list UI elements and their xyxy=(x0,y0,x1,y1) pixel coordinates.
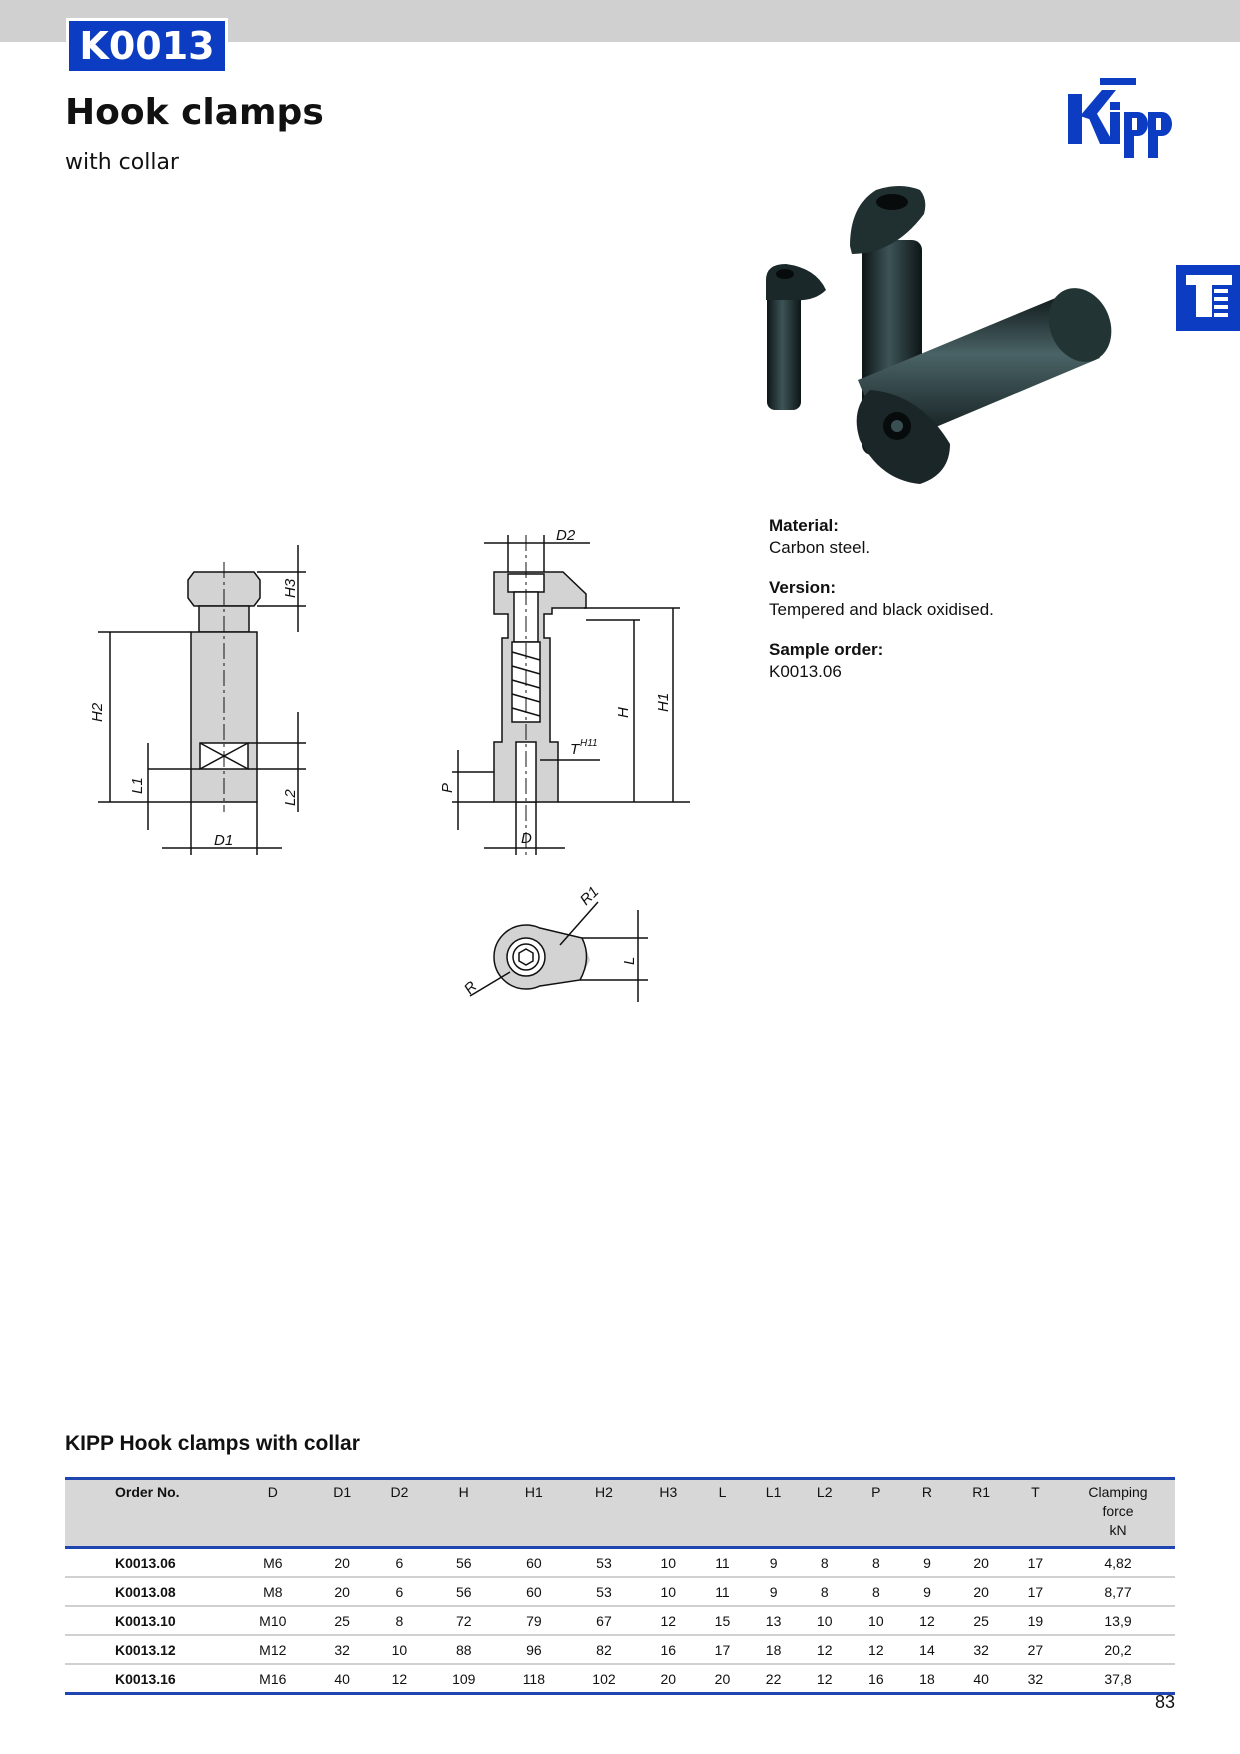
col-header-p: P xyxy=(850,1479,901,1548)
material-label: Material: xyxy=(769,516,839,535)
dim-label-h2: H2 xyxy=(89,702,106,722)
table-cell: 32 xyxy=(314,1635,371,1664)
table-cell: 6 xyxy=(371,1577,428,1606)
table-cell: 79 xyxy=(499,1606,568,1635)
dim-label-h1: H1 xyxy=(655,692,672,712)
table-cell: 18 xyxy=(901,1664,952,1694)
table-cell: 96 xyxy=(499,1635,568,1664)
kipp-logo xyxy=(1066,76,1178,162)
table-row xyxy=(65,1577,1175,1606)
table-cell: 8 xyxy=(850,1577,901,1606)
clamping-force-line-1: Clamping xyxy=(1088,1484,1148,1500)
table-cell: 12 xyxy=(901,1606,952,1635)
col-header-h2: H2 xyxy=(568,1479,639,1548)
table-cell: 14 xyxy=(901,1635,952,1664)
product-code: K0013 xyxy=(69,21,225,71)
table-cell: 9 xyxy=(901,1577,952,1606)
table-cell: 25 xyxy=(953,1606,1010,1635)
col-header-order-no: Order No. xyxy=(65,1479,232,1548)
dim-label-h3: H3 xyxy=(282,578,299,598)
table-row xyxy=(65,1664,1175,1694)
table-cell: 8 xyxy=(799,1577,850,1606)
dim-label-d2: D2 xyxy=(556,527,576,544)
dim-label-t: T xyxy=(570,741,580,758)
table-cell: M16 xyxy=(232,1664,314,1694)
col-header-r: R xyxy=(901,1479,952,1548)
table-cell: 22 xyxy=(748,1664,799,1694)
table-cell: 20 xyxy=(697,1664,748,1694)
table-cell: 32 xyxy=(1010,1664,1061,1694)
col-header-h1: H1 xyxy=(499,1479,568,1548)
dim-label-d: D xyxy=(521,830,532,847)
clamping-force-line-3: kN xyxy=(1109,1522,1127,1538)
table-cell: 118 xyxy=(499,1664,568,1694)
table-cell: 20 xyxy=(953,1548,1010,1578)
table-cell: 53 xyxy=(568,1577,639,1606)
table-cell: 12 xyxy=(799,1664,850,1694)
table-cell: 40 xyxy=(953,1664,1010,1694)
table-cell: 9 xyxy=(901,1548,952,1578)
table-cell: 56 xyxy=(428,1577,499,1606)
table-cell: 56 xyxy=(428,1548,499,1578)
table-cell: 67 xyxy=(568,1606,639,1635)
col-header-l1: L1 xyxy=(748,1479,799,1548)
table-cell: 10 xyxy=(799,1606,850,1635)
col-header-h: H xyxy=(428,1479,499,1548)
dim-label-l1: L1 xyxy=(129,777,146,794)
table-cell: 12 xyxy=(850,1635,901,1664)
col-header-l2: L2 xyxy=(799,1479,850,1548)
sample-order-label: Sample order: xyxy=(769,640,884,659)
material-value: Carbon steel. xyxy=(769,538,871,557)
page-subtitle: with collar xyxy=(65,150,179,175)
category-tab[interactable] xyxy=(1176,265,1240,331)
table-cell: 8 xyxy=(850,1548,901,1578)
table-header-row xyxy=(65,1479,1175,1548)
col-header-d2: D2 xyxy=(371,1479,428,1548)
col-header-d: D xyxy=(232,1479,314,1548)
table-cell: 12 xyxy=(640,1606,697,1635)
table-cell: 72 xyxy=(428,1606,499,1635)
table-row xyxy=(65,1635,1175,1664)
sample-order-value: K0013.06 xyxy=(769,662,842,681)
table-cell: 11 xyxy=(697,1548,748,1578)
col-header-t: T xyxy=(1010,1479,1061,1548)
table-cell: 16 xyxy=(640,1635,697,1664)
table-cell: 8 xyxy=(371,1606,428,1635)
product-info xyxy=(769,516,994,702)
page-title: Hook clamps xyxy=(65,92,324,133)
table-cell: 109 xyxy=(428,1664,499,1694)
table-cell: K0013.16 xyxy=(65,1664,232,1694)
table-cell: 13,9 xyxy=(1061,1606,1175,1635)
product-code-badge xyxy=(66,18,228,74)
version-value: Tempered and black oxidised. xyxy=(769,600,994,619)
table-cell: 6 xyxy=(371,1548,428,1578)
table-cell: 13 xyxy=(748,1606,799,1635)
table-cell: K0013.06 xyxy=(65,1548,232,1578)
table-cell: 25 xyxy=(314,1606,371,1635)
table-cell: 12 xyxy=(371,1664,428,1694)
table-cell: 10 xyxy=(640,1548,697,1578)
col-header-h3: H3 xyxy=(640,1479,697,1548)
table-cell: K0013.08 xyxy=(65,1577,232,1606)
dim-label-h: H xyxy=(615,707,632,718)
table-cell: 32 xyxy=(953,1635,1010,1664)
table-cell: 9 xyxy=(748,1577,799,1606)
col-header-l: L xyxy=(697,1479,748,1548)
dim-label-l: L xyxy=(621,956,638,965)
table-cell: M12 xyxy=(232,1635,314,1664)
table-cell: 82 xyxy=(568,1635,639,1664)
table-cell: 20 xyxy=(953,1577,1010,1606)
table-cell: 9 xyxy=(748,1548,799,1578)
table-cell: 40 xyxy=(314,1664,371,1694)
table-row xyxy=(65,1548,1175,1578)
table-cell: K0013.10 xyxy=(65,1606,232,1635)
table-cell: 37,8 xyxy=(1061,1664,1175,1694)
table-cell: 10 xyxy=(371,1635,428,1664)
table-cell: 4,82 xyxy=(1061,1548,1175,1578)
technical-drawings xyxy=(0,500,720,1020)
product-photo xyxy=(740,180,1140,490)
table-cell: 20 xyxy=(314,1577,371,1606)
spec-table xyxy=(65,1477,1175,1695)
table-cell: 17 xyxy=(1010,1577,1061,1606)
version-label: Version: xyxy=(769,578,837,597)
dim-label-d1: D1 xyxy=(214,832,234,849)
page-number: 83 xyxy=(1155,1692,1176,1712)
table-cell: K0013.12 xyxy=(65,1635,232,1664)
table-cell: 15 xyxy=(697,1606,748,1635)
table-cell: 20 xyxy=(314,1548,371,1578)
col-header-d1: D1 xyxy=(314,1479,371,1548)
table-cell: 16 xyxy=(850,1664,901,1694)
col-header-r1: R1 xyxy=(953,1479,1010,1548)
table-cell: 11 xyxy=(697,1577,748,1606)
table-cell: 27 xyxy=(1010,1635,1061,1664)
table-cell: 60 xyxy=(499,1577,568,1606)
clamp-icon xyxy=(1176,265,1240,331)
table-cell: 88 xyxy=(428,1635,499,1664)
table-cell: 8,77 xyxy=(1061,1577,1175,1606)
table-cell: 20,2 xyxy=(1061,1635,1175,1664)
table-cell: 53 xyxy=(568,1548,639,1578)
table-cell: 102 xyxy=(568,1664,639,1694)
table-cell: 10 xyxy=(850,1606,901,1635)
table-row xyxy=(65,1606,1175,1635)
table-cell: 8 xyxy=(799,1548,850,1578)
dim-label-t-tolerance: H11 xyxy=(580,738,598,749)
table-cell: 18 xyxy=(748,1635,799,1664)
table-cell: M10 xyxy=(232,1606,314,1635)
table-cell: 12 xyxy=(799,1635,850,1664)
table-cell: 17 xyxy=(1010,1548,1061,1578)
table-cell: M8 xyxy=(232,1577,314,1606)
clamping-force-line-2: force xyxy=(1102,1503,1134,1519)
dim-label-l2: L2 xyxy=(282,789,299,806)
dim-label-r1: R1 xyxy=(576,883,603,909)
dim-label-r: R xyxy=(460,978,481,998)
dim-label-p: P xyxy=(439,782,456,793)
table-cell: M6 xyxy=(232,1548,314,1578)
table-cell: 17 xyxy=(697,1635,748,1664)
table-cell: 10 xyxy=(640,1577,697,1606)
col-header-clamping-force xyxy=(1061,1479,1175,1548)
table-cell: 19 xyxy=(1010,1606,1061,1635)
table-cell: 60 xyxy=(499,1548,568,1578)
table-title: KIPP Hook clamps with collar xyxy=(65,1432,360,1455)
table-cell: 20 xyxy=(640,1664,697,1694)
